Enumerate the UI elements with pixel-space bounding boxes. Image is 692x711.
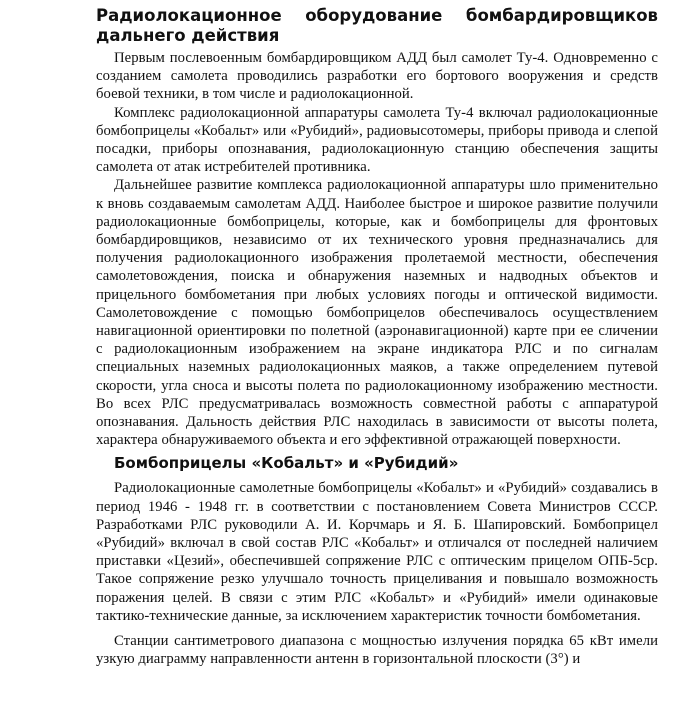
paragraph: Станции сантиметрового диапазона с мощностью излучения порядка 65 кВт имели узкую диаграмму направленности антенн в горизонтальной плоскости (3°) и: [96, 633, 658, 668]
paragraph: Дальнейшее развитие комплекса радиолокационной аппаратуры шло применительно к вновь создаваемым самолетам АДД. Наиболее быстрое и широкое развитие получили радиолокационные бомбоприцелы, которые, как и бомбоприцелы для фронтовых бомбардировщиков, независимо от их технического уровня предназначались для получения радиолокационного изображения пролетаемой местности, обеспечения самолетовождения, поиска и обнаружения наземных и надводных объектов и прицельного бомбометания при любых условиях погоды и оптической видимости. Самолетовождение с помощью бомбоприцелов обеспечивалось осуществлением навигационной ориентировки по полетной (аэронавигационной) карте при ее сличении с радиолокационным изображением на экране индикатора РЛС и по сигналам специальных наземных радиолокационных маяков, а также определением путевой скорости, угла сноса и высоты полета по радиолокационному изображению местности. Во всех РЛС предусматривалась возможность совместной работы с аппаратурой опознавания. Дальность действия РЛС находилась в зависимости от высоты полета, характера обнаруживаемого объекта и его эффективной отражающей поверхности.: [96, 177, 658, 449]
document-page: [96, 6, 658, 669]
subsection-heading: Бомбоприцелы «Кобальт» и «Рубидий»: [114, 454, 459, 473]
paragraph: Комплекс радиолокационной аппаратуры самолета Ту-4 включал радиолокационные бомбоприцелы «Кобальт» или «Рубидий», радиовысотомеры, приборы привода и слепой посадки, приборы опознавания, радиолокационную станцию обеспечения защиты самолета от атак истребителей противника.: [96, 104, 658, 176]
section-heading: Радиолокационное оборудование бомбардировщиков дальнего действия: [96, 6, 658, 45]
paragraph: Радиолокационные самолетные бомбоприцелы «Кобальт» и «Рубидий» создавались в период 1946 - 1948 гг. в соответствии с постановлением Совета Министров СССР. Разработками РЛС руководили А. И. Корчмарь и Я. Б. Шапировский. Бомбоприцел «Рубидий» включал в свой состав РЛС «Кобальт» и отличался от последней наличием приставки «Цезий», обеспечившей сопряжение РЛС с оптическим прицелом ОПБ-5ср. Такое сопряжение резко улучшало точность прицеливания и повышало возможность поражения целей. В связи с этим РЛС «Кобальт» и «Рубидий» имели одинаковые тактико-технические данные, за исключением характеристик точности бомбометания.: [96, 480, 658, 624]
paragraph: Первым послевоенным бомбардировщиком АДД был самолет Ту-4. Одновременно с созданием самолета проводились разработки его бортового вооружения и средств боевой техники, в том числе и радиолокационной.: [96, 50, 658, 103]
